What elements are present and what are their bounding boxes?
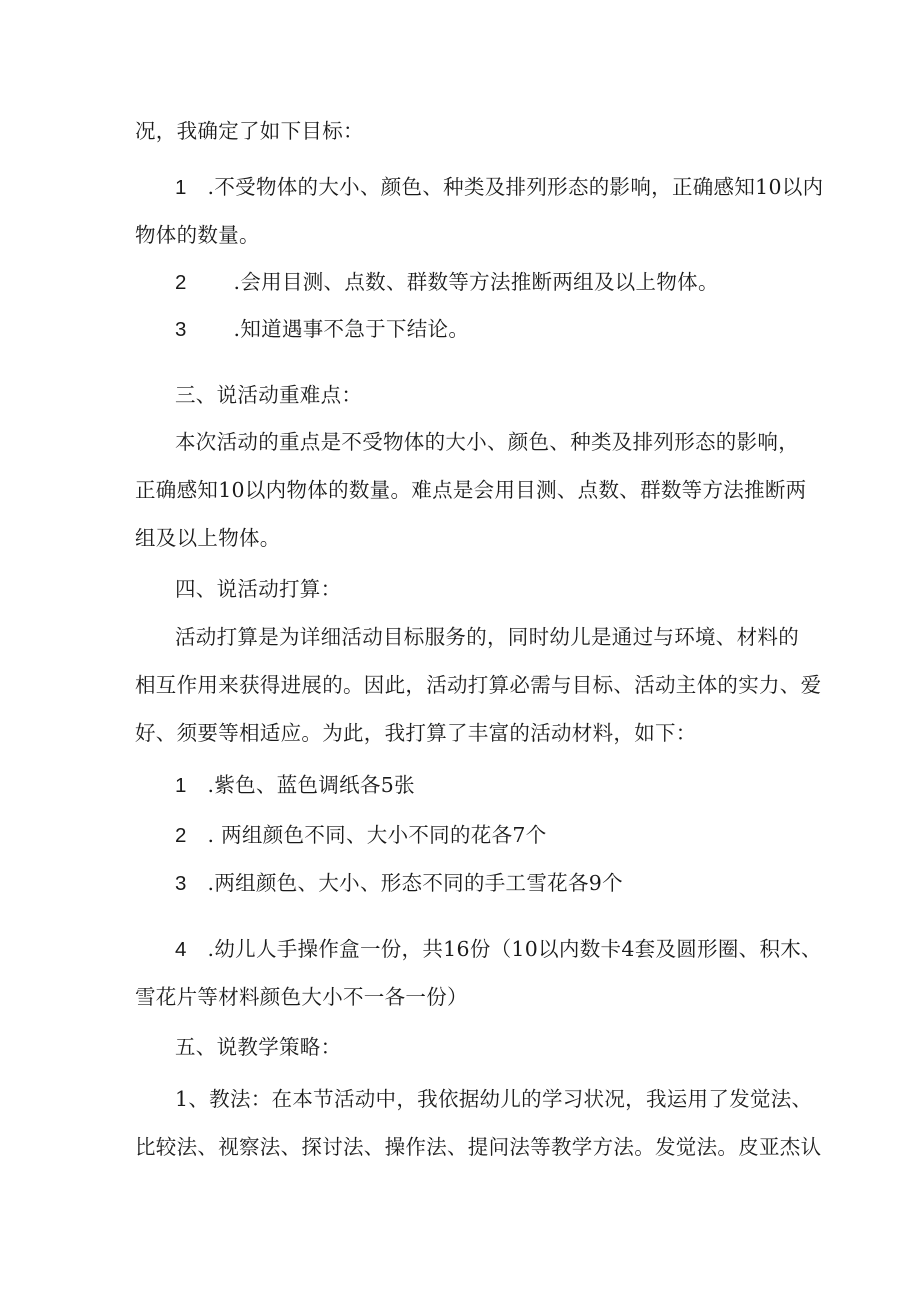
section3-para-line2: 正确感知10以内物体的数量。难点是会用目测、点数、群数等方法推断两 xyxy=(135,478,807,502)
goal-3-text: .知道遇事不急于下结论。 xyxy=(233,317,470,341)
section4-para-line3: 好、须要等相适应。为此，我打算了丰富的活动材料，如下： xyxy=(135,721,697,745)
goal-1-continued: 物体的数量。 xyxy=(135,223,260,247)
goal-1-text: .不受物体的大小、颜色、种类及排列形态的影响，正确感知10以内 xyxy=(207,175,824,199)
goal-3-number: 3 xyxy=(175,318,187,341)
section5-para-line2: 比较法、视察法、探讨法、操作法、提问法等教学方法。发觉法。皮亚杰认 xyxy=(135,1135,822,1159)
section4-heading: 四、说活动打算： xyxy=(175,577,342,601)
material-3-number: 3 xyxy=(175,872,187,895)
goal-2-text: .会用目测、点数、群数等方法推断两组及以上物体。 xyxy=(233,270,719,294)
goal-2 xyxy=(175,268,719,297)
goal-1 xyxy=(175,173,823,202)
section3-para-line3: 组及以上物体。 xyxy=(135,526,281,550)
material-3 xyxy=(175,869,623,898)
material-2-number: 2 xyxy=(175,824,187,847)
material-2-text: . 两组颜色不同、大小不同的花各7个 xyxy=(207,823,547,847)
material-4-continued: 雪花片等材料颜色大小不一各一份） xyxy=(135,985,468,1009)
section4-para-line1: 活动打算是为详细活动目标服务的，同时幼儿是通过与环境、材料的 xyxy=(175,625,799,649)
material-1 xyxy=(175,771,415,800)
goal-1-number: 1 xyxy=(175,176,187,199)
material-3-text: .两组颜色、大小、形态不同的手工雪花各9个 xyxy=(207,871,623,895)
material-4 xyxy=(175,935,822,964)
material-1-number: 1 xyxy=(175,774,187,797)
section3-para-line1: 本次活动的重点是不受物体的大小、颜色、种类及排列形态的影响， xyxy=(175,430,799,454)
intro-tail-text: 况，我确定了如下目标： xyxy=(135,119,364,143)
section3-heading: 三、说活动重难点： xyxy=(175,383,363,407)
material-4-number: 4 xyxy=(175,938,187,961)
section5-para-line1: 1、教法：在本节活动中，我依据幼儿的学习状况，我运用了发觉法、 xyxy=(175,1087,813,1111)
section5-heading: 五、说教学策略： xyxy=(175,1035,342,1059)
material-4-text: .幼儿人手操作盒一份，共16份（10以内数卡4套及圆形圈、积木、 xyxy=(207,937,822,961)
goal-3 xyxy=(175,315,469,344)
goal-2-number: 2 xyxy=(175,271,187,294)
material-2 xyxy=(175,821,547,850)
section4-para-line2: 相互作用来获得进展的。因此，活动打算必需与目标、活动主体的实力、爱 xyxy=(135,673,822,697)
material-1-text: .紫色、蓝色调纸各5张 xyxy=(207,773,415,797)
